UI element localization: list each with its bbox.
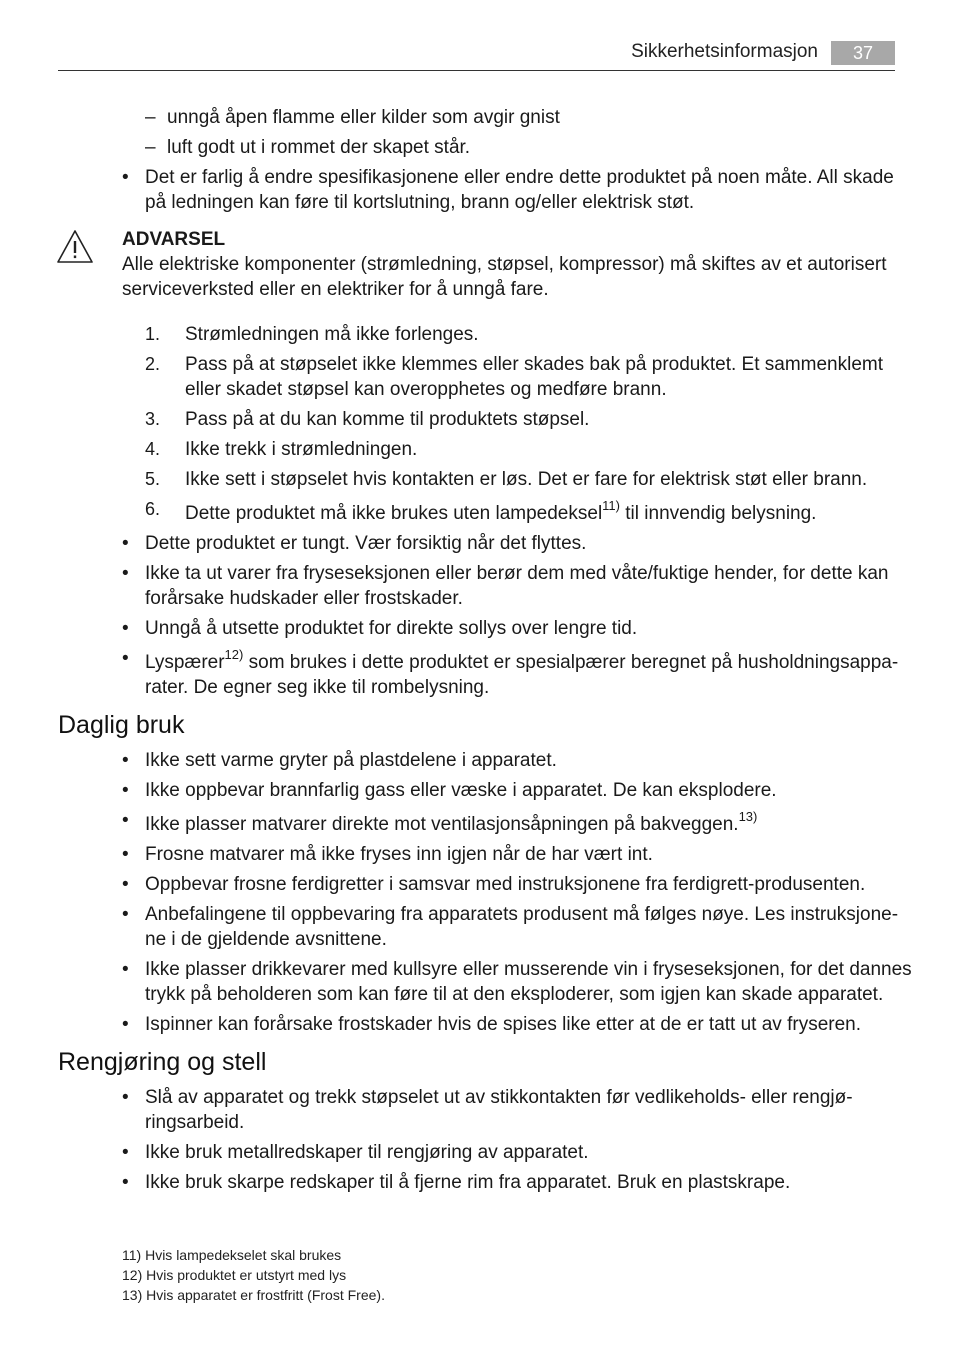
bullet-marker: • — [122, 959, 129, 980]
list-number: 5. — [145, 469, 161, 489]
bullet-marker: • — [122, 750, 129, 771]
daily-item-2: Ikke oppbevar brannfarlig gass eller væske i apparatet. De kan eksplodere. — [145, 780, 777, 801]
dash-marker: – — [145, 107, 156, 128]
bullet-sunlight: Unngå å utsette produktet for direkte sollys over lengre tid. — [145, 618, 638, 639]
list-number: 2. — [145, 354, 161, 374]
cleaning-item-2: Ikke bruk metallredskaper til rengjøring av apparatet. — [145, 1142, 589, 1163]
daily-item-1: Ikke sett varme gryter på plastdelene i apparatet. — [145, 750, 557, 771]
list-number: 3. — [145, 409, 161, 429]
daily-item-7-line-2: trykk på beholderen som kan føre til at den eksploderer, som igjen kan skade apparatet. — [145, 984, 884, 1005]
numbered-item-1: Strømledningen må ikke forlenges. — [185, 324, 479, 345]
numbered-item-6 — [185, 497, 817, 526]
daily-item-6-line-2: ne i de gjeldende avsnittene. — [145, 929, 387, 950]
section-heading-daily-use: Daglig bruk — [58, 711, 185, 739]
dash-item-2: luft godt ut i rommet der skapet står. — [167, 137, 471, 158]
numbered-item-2-line-2: eller skadet støpsel kan overopphetes og medføre brann. — [185, 379, 667, 400]
bullet-marker: • — [122, 904, 129, 925]
dash-marker: – — [145, 137, 156, 158]
daily-item-6-line-1: Anbefalingene til oppbevaring fra apparatets produsent må følges nøye. Les instruksjone- — [145, 904, 899, 925]
cleaning-item-1-line-1: Slå av apparatet og trekk støpselet ut av stikkontakten før vedlikeholds- eller rengjø- — [145, 1087, 853, 1108]
numbered-item-2-line-1: Pass på at støpselet ikke klemmes eller skades bak på produktet. Et sammenklemt — [185, 354, 884, 375]
daily-item-5: Oppbevar frosne ferdigretter i samsvar med instruksjonene fra ferdigrett-produsenten. — [145, 874, 866, 895]
warning-text-line-1: Alle elektriske komponenter (strømledning, støpsel, kompressor) må skiftes av et autorisert — [122, 254, 887, 275]
footnote-12: 12) Hvis produktet er utstyrt med lys — [122, 1267, 347, 1283]
list-number: 6. — [145, 499, 161, 519]
list-number: 1. — [145, 324, 161, 344]
bullet-marker: • — [122, 844, 129, 865]
bullet-marker: • — [122, 167, 129, 188]
numbered-item-6-text: Dette produktet må ikke brukes uten lampedeksel — [185, 503, 603, 524]
numbered-item-6-tail: til innvendig belysning. — [620, 503, 817, 524]
bullet-marker: • — [122, 780, 129, 801]
cleaning-item-1-line-2: ringsarbeid. — [145, 1112, 245, 1133]
dash-item-1: unngå åpen flamme eller kilder som avgir gnist — [167, 107, 560, 128]
page-number-badge: 37 — [831, 41, 895, 65]
bullet-freezer-line-2: forårsake hudskader eller frostskader. — [145, 588, 463, 609]
daily-item-3-text: Ikke plasser matvarer direkte mot ventilasjonsåpningen på bakveggen. — [145, 814, 739, 835]
bullet-bulbs-tail: som brukes i dette produktet er spesialpærer beregnet på husholdningsappa- — [243, 652, 899, 673]
footnote-11: 11) Hvis lampedekselet skal brukes — [122, 1247, 342, 1263]
bullet-bulbs-line-1 — [145, 646, 899, 675]
footnote-ref-13: 13) — [738, 808, 758, 824]
numbered-item-3: Pass på at du kan komme til produktets støpsel. — [185, 409, 590, 430]
cleaning-item-3: Ikke bruk skarpe redskaper til å fjerne rim fra apparatet. Bruk en plastskrape. — [145, 1172, 791, 1193]
daily-item-4: Frosne matvarer må ikke fryses inn igjen når de har vært int. — [145, 844, 653, 865]
bullet-spec-line-2: på ledningen kan føre til kortslutning, brann og/eller elektrisk støt. — [145, 192, 695, 213]
bullet-marker: • — [122, 810, 129, 831]
daily-item-7-line-1: Ikke plasser drikkevarer med kullsyre eller musserende vin i fryseseksjonen, for det dannes — [145, 959, 912, 980]
warning-text-line-2: serviceverksted eller en elektriker for å unngå fare. — [122, 279, 549, 300]
bullet-marker: • — [122, 533, 129, 554]
bullet-marker: • — [122, 618, 129, 639]
daily-item-3 — [145, 808, 758, 837]
bullet-marker: • — [122, 1087, 129, 1108]
daily-item-8: Ispinner kan forårsake frostskader hvis de spises like etter at de er tatt ut av fryseren. — [145, 1014, 861, 1035]
footnote-ref-11: 11) — [602, 497, 620, 513]
bullet-marker: • — [122, 648, 129, 669]
footnote-ref-12: 12) — [224, 646, 244, 662]
warning-triangle-icon — [56, 229, 94, 265]
header-divider — [58, 70, 895, 71]
numbered-item-5: Ikke sett i støpselet hvis kontakten er løs. Det er fare for elektrisk støt eller brann. — [185, 469, 868, 490]
section-heading-cleaning: Rengjøring og stell — [58, 1048, 267, 1076]
warning-title: ADVARSEL — [122, 229, 226, 250]
list-number: 4. — [145, 439, 161, 459]
bullet-bulbs-text: Lyspærer — [145, 652, 225, 673]
bullet-freezer-line-1: Ikke ta ut varer fra fryseseksjonen eller berør dem med våte/fuktige hender, for dette kan — [145, 563, 889, 584]
bullet-bulbs-line-2: rater. De egner seg ikke til rombelysning. — [145, 677, 490, 698]
bullet-marker: • — [122, 874, 129, 895]
bullet-marker: • — [122, 1172, 129, 1193]
bullet-marker: • — [122, 563, 129, 584]
bullet-marker: • — [122, 1014, 129, 1035]
bullet-spec-line-1: Det er farlig å endre spesifikasjonene eller endre dette produktet på noen måte. All skade — [145, 167, 894, 188]
running-header-title: Sikkerhetsinformasjon — [631, 41, 818, 62]
bullet-marker: • — [122, 1142, 129, 1163]
footnote-13: 13) Hvis apparatet er frostfritt (Frost Free). — [122, 1287, 385, 1303]
bullet-heavy: Dette produktet er tungt. Vær forsiktig når det flyttes. — [145, 533, 587, 554]
numbered-item-4: Ikke trekk i strømledningen. — [185, 439, 418, 460]
